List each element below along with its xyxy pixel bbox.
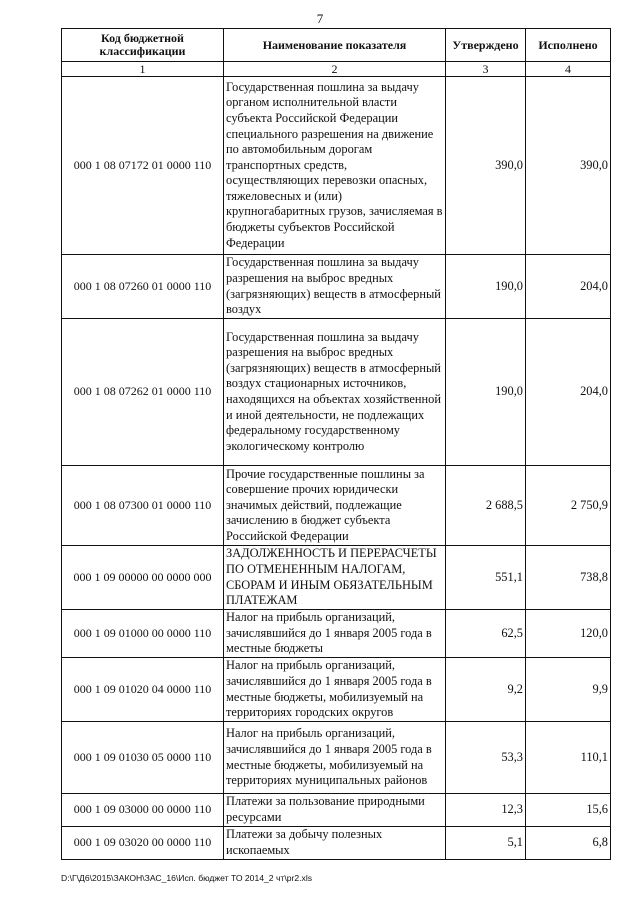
header-name: Наименование показателя: [224, 29, 446, 62]
table-row: [62, 794, 611, 827]
row-code: 000 1 09 03000 00 0000 110: [62, 794, 224, 827]
budget-table: [61, 28, 611, 860]
row-executed: 15,6: [526, 794, 611, 827]
row-executed: 204,0: [526, 319, 611, 466]
row-code: 000 1 09 03020 00 0000 110: [62, 827, 224, 860]
row-approved: 62,5: [446, 610, 526, 658]
row-name: Платежи за добычу полезных ископаемых: [224, 827, 446, 860]
row-name: Налог на прибыль организаций, зачислявшийся до 1 января 2005 года в местные бюджеты, мобилизуемый на территориях городских округов: [224, 658, 446, 722]
table-row: [62, 77, 611, 255]
table-row: [62, 722, 611, 794]
table-row: [62, 466, 611, 546]
page-number: 7: [316, 11, 324, 26]
column-number: 4: [526, 62, 611, 77]
table-row: [62, 610, 611, 658]
row-executed: 2 750,9: [526, 466, 611, 546]
row-name: Прочие государственные пошлины за совершение прочих юридически значимых действий, подлежащие зачислению в бюджет субъекта Российской Федерации: [224, 466, 446, 546]
row-code: 000 1 09 01020 04 0000 110: [62, 658, 224, 722]
table-row: [62, 827, 611, 860]
header-executed: Исполнено: [526, 29, 611, 62]
table-row: [62, 546, 611, 610]
row-name: Государственная пошлина за выдачу разрешения на выброс вредных (загрязняющих) веществ в атмосферный воздух: [224, 255, 446, 319]
row-name: Налог на прибыль организаций, зачислявшийся до 1 января 2005 года в местные бюджеты: [224, 610, 446, 658]
row-executed: 204,0: [526, 255, 611, 319]
row-name: Платежи за пользование природными ресурсами: [224, 794, 446, 827]
row-code: 000 1 09 01030 05 0000 110: [62, 722, 224, 794]
column-number: 2: [224, 62, 446, 77]
file-path-footer: D:\Г\Д6\2015\ЗАКОН\ЗАС_16\Исп. бюджет ТО 2014_2 чт\pr2.xls: [61, 873, 313, 883]
row-code: 000 1 08 07300 01 0000 110: [62, 466, 224, 546]
row-approved: 12,3: [446, 794, 526, 827]
row-approved: 190,0: [446, 319, 526, 466]
row-approved: 2 688,5: [446, 466, 526, 546]
row-code: 000 1 09 00000 00 0000 000: [62, 546, 224, 610]
row-executed: 110,1: [526, 722, 611, 794]
row-name: ЗАДОЛЖЕННОСТЬ И ПЕРЕРАСЧЕТЫ ПО ОТМЕНЕННЫМ НАЛОГАМ, СБОРАМ И ИНЫМ ОБЯЗАТЕЛЬНЫМ ПЛАТЕЖАМ: [224, 546, 446, 610]
row-executed: 738,8: [526, 546, 611, 610]
table-row: [62, 319, 611, 466]
row-code: 000 1 09 01000 00 0000 110: [62, 610, 224, 658]
row-executed: 6,8: [526, 827, 611, 860]
row-executed: 9,9: [526, 658, 611, 722]
row-approved: 190,0: [446, 255, 526, 319]
row-code: 000 1 08 07262 01 0000 110: [62, 319, 224, 466]
column-number: 1: [62, 62, 224, 77]
row-name: Государственная пошлина за выдачу разрешения на выброс вредных (загрязняющих) веществ в атмосферный воздух стационарных источников, находящихся на объектах хозяйственной и иной деятельности, не подлежащих федеральному государственному экологическому контролю: [224, 319, 446, 466]
row-approved: 551,1: [446, 546, 526, 610]
table-row: [62, 658, 611, 722]
row-name: Государственная пошлина за выдачу органом исполнительной власти субъекта Российской Федерации специального разрешения на движение по автомобильным дорогам транспортных средств, осуществляющих перевозки опасных, тяжеловесных и (или) крупногабаритных грузов, зачисляемая в бюджеты субъектов Российской Федерации: [224, 77, 446, 255]
header-approved: Утверждено: [446, 29, 526, 62]
row-name: Налог на прибыль организаций, зачислявшийся до 1 января 2005 года в местные бюджеты, мобилизуемый на территориях муниципальных районов: [224, 722, 446, 794]
row-code: 000 1 08 07172 01 0000 110: [62, 77, 224, 255]
row-approved: 390,0: [446, 77, 526, 255]
header-code: Код бюджетной классификации: [62, 29, 224, 62]
row-code: 000 1 08 07260 01 0000 110: [62, 255, 224, 319]
row-approved: 5,1: [446, 827, 526, 860]
row-approved: 9,2: [446, 658, 526, 722]
row-approved: 53,3: [446, 722, 526, 794]
column-number: 3: [446, 62, 526, 77]
row-executed: 120,0: [526, 610, 611, 658]
table-row: [62, 255, 611, 319]
row-executed: 390,0: [526, 77, 611, 255]
